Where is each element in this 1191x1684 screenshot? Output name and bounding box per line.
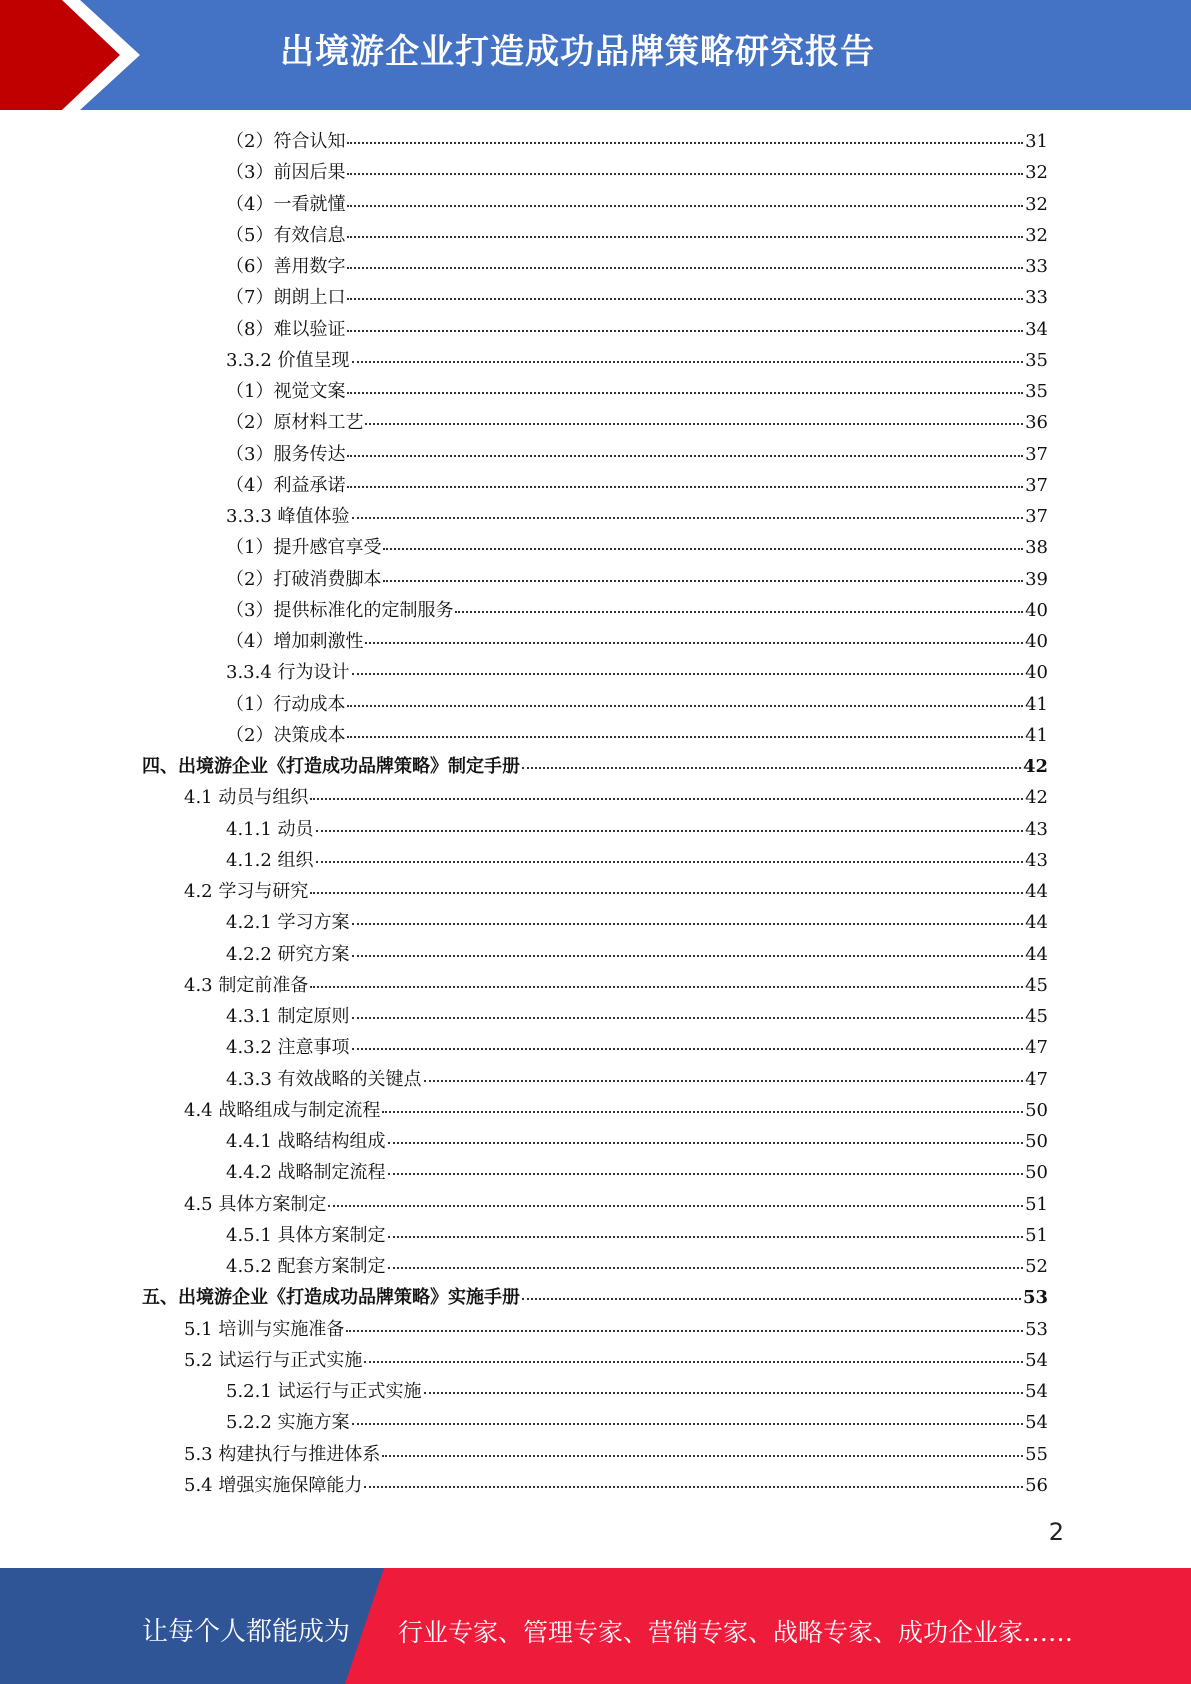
- toc-entry-label: 5.1 培训与实施准备: [184, 1318, 345, 1340]
- toc-entry[interactable]: [226, 1221, 1048, 1252]
- toc-entry-label: （1）行动成本: [226, 693, 346, 715]
- toc-entry[interactable]: [226, 533, 1048, 564]
- toc-entry-label: 4.1.1 动员: [226, 818, 314, 840]
- toc-dot-leader: [352, 923, 1024, 925]
- toc-entry[interactable]: [226, 127, 1048, 158]
- toc-entry-page: 47: [1025, 1037, 1048, 1059]
- toc-entry-page: 50: [1025, 1162, 1048, 1184]
- toc-entry-page: 45: [1025, 1006, 1048, 1027]
- toc-dot-leader: [347, 236, 1023, 238]
- toc-dot-leader: [352, 955, 1024, 957]
- page-header: [0, 0, 1191, 110]
- toc-entry-page: 34: [1025, 318, 1048, 340]
- toc-entry[interactable]: [226, 315, 1048, 346]
- toc-entry-label: 5.2.1 试运行与正式实施: [226, 1381, 422, 1402]
- toc-dot-leader: [364, 1361, 1023, 1363]
- toc-entry[interactable]: [226, 377, 1048, 408]
- toc-entry-page: 45: [1025, 974, 1048, 996]
- toc-dot-leader: [347, 205, 1023, 207]
- toc-entry-label: （4）一看就懂: [226, 193, 346, 215]
- toc-entry-label: 3.3.2 价值呈现: [226, 349, 350, 371]
- toc-dot-leader: [388, 1173, 1024, 1175]
- toc-entry-label: （5）有效信息: [226, 224, 346, 246]
- toc-entry-label: 5.3 构建执行与推进体系: [184, 1443, 381, 1465]
- toc-entry-page: 32: [1025, 193, 1048, 215]
- toc-entry[interactable]: [142, 1283, 1048, 1314]
- toc-entry-page: 47: [1025, 1068, 1048, 1090]
- toc-dot-leader: [347, 392, 1023, 394]
- toc-entry-page: 38: [1025, 537, 1048, 559]
- toc-entry-page: 53: [1022, 1287, 1048, 1309]
- toc-entry-label: 4.1 动员与组织: [184, 787, 309, 809]
- toc-dot-leader: [424, 1080, 1024, 1082]
- toc-entry[interactable]: [226, 283, 1048, 314]
- toc-entry-page: 33: [1025, 256, 1048, 277]
- toc-entry[interactable]: [226, 721, 1048, 752]
- toc-entry-page: 44: [1025, 881, 1048, 902]
- toc-entry-label: 五、出境游企业《打造成功品牌策略》实施手册: [142, 1287, 520, 1309]
- toc-dot-leader: [352, 517, 1024, 519]
- toc-dot-leader: [347, 736, 1023, 738]
- toc-dot-leader: [383, 580, 1023, 582]
- toc-dot-leader: [310, 798, 1023, 800]
- toc-entry-label: （2）决策成本: [226, 724, 346, 746]
- toc-entry-page: 54: [1025, 1412, 1048, 1434]
- toc-entry-label: （3）服务传达: [226, 443, 346, 465]
- toc-entry[interactable]: [226, 190, 1048, 221]
- toc-dot-leader: [352, 361, 1024, 363]
- toc-dot-leader: [310, 892, 1023, 894]
- toc-entry-page: 51: [1025, 1224, 1048, 1246]
- toc-entry-label: 5.2.2 实施方案: [226, 1412, 350, 1434]
- toc-entry-page: 56: [1025, 1474, 1048, 1496]
- toc-dot-leader: [352, 1423, 1024, 1425]
- toc-entry[interactable]: [184, 971, 1048, 1002]
- toc-entry-page: 43: [1025, 818, 1048, 840]
- toc-entry-label: 3.3.3 峰值体验: [226, 506, 350, 527]
- toc-entry-page: 32: [1025, 224, 1048, 246]
- toc-entry[interactable]: [226, 252, 1048, 283]
- toc-entry[interactable]: [184, 1315, 1048, 1346]
- toc-entry-page: 53: [1025, 1318, 1048, 1340]
- page-number: 2: [1048, 1518, 1064, 1546]
- toc-entry-label: 四、出境游企业《打造成功品牌策略》制定手册: [142, 756, 520, 777]
- toc-dot-leader: [383, 548, 1023, 550]
- toc-entry-page: 40: [1025, 599, 1048, 621]
- toc-entry-label: （7）朗朗上口: [226, 287, 346, 309]
- toc-entry[interactable]: [226, 940, 1048, 971]
- toc-dot-leader: [455, 611, 1023, 613]
- toc-entry[interactable]: [226, 158, 1048, 189]
- toc-dot-leader: [316, 830, 1024, 832]
- toc-entry-page: 37: [1025, 506, 1048, 527]
- toc-entry-page: 54: [1025, 1381, 1048, 1402]
- toc-dot-leader: [388, 1142, 1024, 1144]
- toc-entry-page: 54: [1025, 1349, 1048, 1371]
- toc-entry-page: 52: [1025, 1256, 1048, 1277]
- toc-dot-leader: [347, 455, 1023, 457]
- toc-entry-label: 4.2.2 研究方案: [226, 943, 350, 965]
- toc-entry-label: 4.4.2 战略制定流程: [226, 1162, 386, 1184]
- toc-entry-page: 43: [1025, 849, 1048, 871]
- toc-entry-page: 37: [1025, 443, 1048, 465]
- toc-entry[interactable]: [226, 1127, 1048, 1158]
- toc-entry-label: （2）打破消费脚本: [226, 568, 382, 590]
- toc-dot-leader: [365, 642, 1023, 644]
- toc-entry-label: （1）视觉文案: [226, 381, 346, 402]
- toc-entry[interactable]: [226, 502, 1048, 533]
- toc-entry-label: （4）利益承诺: [226, 474, 346, 496]
- toc-entry-label: 4.2.1 学习方案: [226, 912, 350, 934]
- header-arrow-decoration: [0, 0, 160, 110]
- toc-entry[interactable]: [184, 1440, 1048, 1471]
- footer-slogan-right: 行业专家、管理专家、营销专家、战略专家、成功企业家……: [398, 1618, 1074, 1647]
- toc-dot-leader: [347, 486, 1023, 488]
- toc-entry[interactable]: [226, 658, 1048, 689]
- toc-entry-label: （6）善用数字: [226, 256, 346, 277]
- toc-entry[interactable]: [226, 346, 1048, 377]
- toc-entry[interactable]: [226, 471, 1048, 502]
- footer-slogan-left: 让每个人都能成为: [142, 1617, 351, 1647]
- toc-dot-leader: [522, 767, 1021, 769]
- toc-entry-page: 44: [1025, 943, 1048, 965]
- toc-dot-leader: [388, 1267, 1024, 1269]
- toc-entry[interactable]: [226, 408, 1048, 439]
- toc-dot-leader: [316, 861, 1024, 863]
- toc-entry[interactable]: [226, 1377, 1048, 1408]
- toc-entry[interactable]: [226, 565, 1048, 596]
- toc-entry[interactable]: [226, 1033, 1048, 1064]
- toc-entry-label: 4.5 具体方案制定: [184, 1193, 327, 1215]
- toc-dot-leader: [352, 673, 1024, 675]
- toc-entry-label: （3）前因后果: [226, 162, 346, 184]
- toc-entry-page: 50: [1025, 1131, 1048, 1152]
- toc-dot-leader: [365, 423, 1023, 425]
- toc-entry-label: 4.3.3 有效战略的关键点: [226, 1068, 422, 1090]
- toc-entry-label: 5.4 增强实施保障能力: [184, 1474, 363, 1496]
- toc-entry-page: 44: [1025, 912, 1048, 934]
- toc-entry[interactable]: [184, 1471, 1048, 1502]
- toc-entry-label: 4.5.1 具体方案制定: [226, 1224, 386, 1246]
- toc-entry-label: （3）提供标准化的定制服务: [226, 599, 454, 621]
- toc-entry-page: 41: [1025, 693, 1048, 715]
- toc-entry-label: 3.3.4 行为设计: [226, 662, 350, 684]
- toc-dot-leader: [347, 705, 1023, 707]
- toc-dot-leader: [382, 1455, 1023, 1457]
- toc-entry[interactable]: [226, 1252, 1048, 1283]
- toc-entry-page: 41: [1025, 724, 1048, 746]
- toc-dot-leader: [310, 986, 1023, 988]
- toc-entry-page: 32: [1025, 162, 1048, 184]
- toc-entry[interactable]: [226, 908, 1048, 939]
- toc-entry-label: 5.2 试运行与正式实施: [184, 1349, 363, 1371]
- toc-dot-leader: [347, 142, 1023, 144]
- toc-dot-leader: [347, 330, 1023, 332]
- toc-entry[interactable]: [226, 1065, 1048, 1096]
- toc-entry[interactable]: [226, 596, 1048, 627]
- toc-dot-leader: [424, 1392, 1024, 1394]
- toc-entry-page: 50: [1025, 1099, 1048, 1121]
- toc-entry-page: 33: [1025, 287, 1048, 309]
- toc-entry-page: 39: [1025, 568, 1048, 590]
- toc-entry[interactable]: [142, 752, 1048, 783]
- toc-entry-page: 40: [1025, 662, 1048, 684]
- toc-entry-label: 4.5.2 配套方案制定: [226, 1256, 386, 1277]
- toc-entry[interactable]: [226, 1002, 1048, 1033]
- toc-entry-page: 35: [1025, 381, 1048, 402]
- toc-dot-leader: [352, 1017, 1024, 1019]
- toc-entry-label: （2）原材料工艺: [226, 412, 364, 434]
- toc-entry-label: 4.1.2 组织: [226, 849, 314, 871]
- toc-dot-leader: [352, 1048, 1024, 1050]
- toc-entry-label: 4.4 战略组成与制定流程: [184, 1099, 381, 1121]
- toc-entry[interactable]: [184, 783, 1048, 814]
- toc-entry-page: 37: [1025, 474, 1048, 496]
- toc-entry-label: 4.3.2 注意事项: [226, 1037, 350, 1059]
- toc-entry-page: 51: [1025, 1193, 1048, 1215]
- toc-entry-page: 36: [1025, 412, 1048, 434]
- toc-dot-leader: [347, 173, 1023, 175]
- toc-dot-leader: [328, 1205, 1023, 1207]
- toc-entry[interactable]: [226, 846, 1048, 877]
- toc-entry[interactable]: [184, 1096, 1048, 1127]
- toc-entry-page: 31: [1025, 131, 1048, 152]
- toc-dot-leader: [347, 267, 1023, 269]
- toc-entry-page: 35: [1025, 349, 1048, 371]
- page-footer: [0, 1568, 1191, 1684]
- toc-entry-label: 4.4.1 战略结构组成: [226, 1131, 386, 1152]
- toc-dot-leader: [388, 1236, 1024, 1238]
- toc-entry-label: 4.2 学习与研究: [184, 881, 309, 902]
- toc-entry-page: 42: [1022, 756, 1048, 777]
- toc-dot-leader: [522, 1298, 1021, 1300]
- toc-entry-label: （1）提升感官享受: [226, 537, 382, 559]
- toc-entry[interactable]: [226, 221, 1048, 252]
- toc-entry[interactable]: [226, 627, 1048, 658]
- toc-entry[interactable]: [226, 440, 1048, 471]
- toc-entry[interactable]: [226, 1158, 1048, 1189]
- toc-entry-page: 55: [1025, 1443, 1048, 1465]
- toc-entry[interactable]: [226, 815, 1048, 846]
- toc-entry-label: 4.3 制定前准备: [184, 974, 309, 996]
- toc-entry[interactable]: [226, 690, 1048, 721]
- toc-entry-label: （8）难以验证: [226, 318, 346, 340]
- toc-dot-leader: [346, 1330, 1023, 1332]
- toc-dot-leader: [382, 1111, 1023, 1113]
- toc-entry[interactable]: [226, 1408, 1048, 1439]
- toc-entry-label: （2）符合认知: [226, 131, 346, 152]
- toc-entry-label: 4.3.1 制定原则: [226, 1006, 350, 1027]
- report-title: 出境游企业打造成功品牌策略研究报告: [280, 32, 875, 72]
- toc-entry-page: 40: [1025, 631, 1048, 652]
- toc-entry[interactable]: [184, 1346, 1048, 1377]
- toc-entry-label: （4）增加刺激性: [226, 631, 364, 652]
- toc-entry[interactable]: [184, 877, 1048, 908]
- toc-entry-page: 42: [1025, 787, 1048, 809]
- toc-dot-leader: [347, 298, 1023, 300]
- toc-entry[interactable]: [184, 1190, 1048, 1221]
- toc-dot-leader: [364, 1486, 1023, 1488]
